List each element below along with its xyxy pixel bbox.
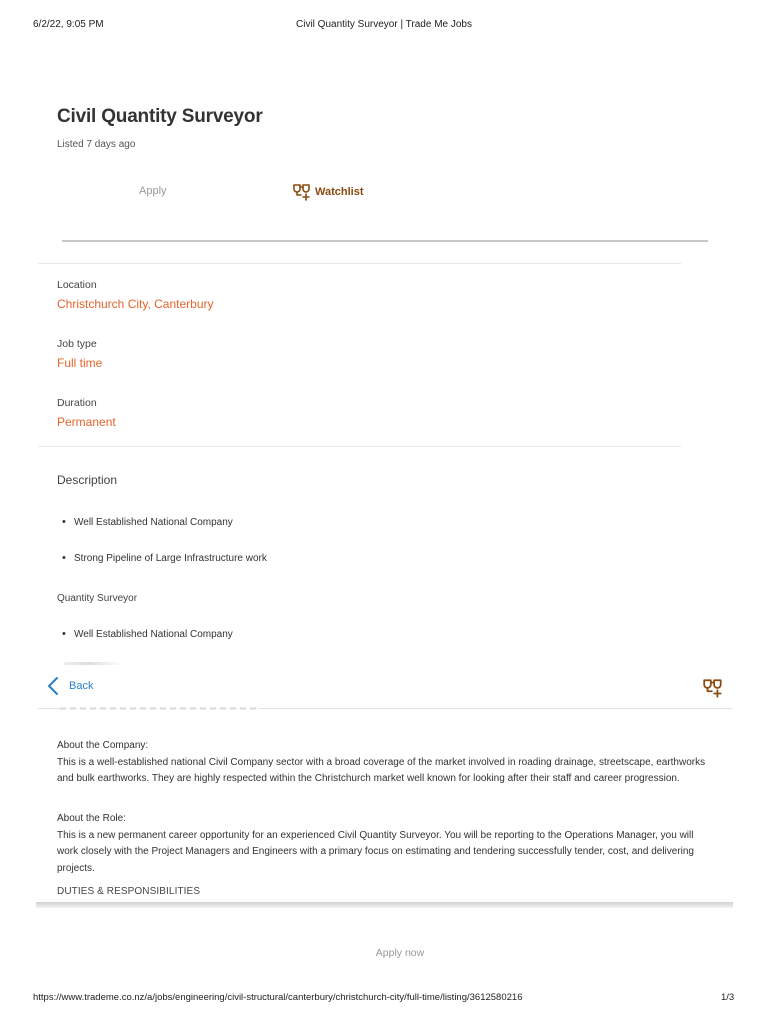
watchlist-icon <box>292 182 312 202</box>
duties-heading: DUTIES & RESPONSIBILITIES <box>57 886 201 897</box>
section-divider <box>62 240 708 242</box>
about-role-title: About the Role: <box>57 813 126 824</box>
list-item: • Strong Pipeline of Large Infrastructure work <box>62 552 267 564</box>
listed-date: Listed 7 days ago <box>57 139 136 150</box>
quantity-surveyor-heading: Quantity Surveyor <box>57 593 138 604</box>
location-label: Location <box>57 279 97 291</box>
job-type-label: Job type <box>57 338 97 350</box>
job-title: Civil Quantity Surveyor <box>57 106 263 127</box>
watchlist-icon <box>702 677 724 699</box>
print-footer-url: https://www.trademe.co.nz/a/jobs/engineering/civil-structural/canterbury/christchurch-city/full-time/listing/3612580216 <box>33 992 523 1003</box>
obscured-text <box>60 707 260 710</box>
watchlist-label: Watchlist <box>315 186 364 198</box>
sticky-footer-shadow <box>36 902 733 908</box>
sticky-nav-bar <box>38 668 732 709</box>
description-heading: Description <box>57 473 118 487</box>
location-value: Christchurch City, Canterbury <box>57 297 214 311</box>
about-role-text: This is a new permanent career opportunity for an experienced Civil Quantity Surveyor. You will be reporting to the Operations Manager, you will work closely with the Project Managers and Engineers with a primary focus on estimating and tendering successfully tender, cost, and delivering projects. <box>57 829 694 874</box>
watchlist-icon-button[interactable] <box>702 677 724 704</box>
about-company-title: About the Company: <box>57 740 149 751</box>
chevron-left-icon <box>47 676 59 696</box>
back-button[interactable] <box>47 676 93 696</box>
duration-label: Duration <box>57 397 97 409</box>
obscured-text <box>64 662 124 665</box>
print-header-date: 6/2/22, 9:05 PM <box>33 19 104 30</box>
apply-button[interactable]: Apply <box>139 185 167 197</box>
about-role-section <box>57 811 717 877</box>
duration-value: Permanent <box>57 415 116 429</box>
list-item: • Well Established National Company <box>62 516 233 528</box>
about-company-text: This is a well-established national Civil Company sector with a broad coverage of the market involved in roading drainage, streetscape, earthworks and bulk earthworks. They are highly respected within the Christchurch market well known for looking after their staff and career progression. <box>57 756 706 784</box>
about-company-section <box>57 738 717 788</box>
back-label: Back <box>69 680 94 692</box>
apply-now-button[interactable]: Apply now <box>375 947 425 959</box>
details-top-divider <box>38 263 681 264</box>
list-item: • Well Established National Company <box>62 628 233 640</box>
details-bottom-divider <box>38 446 681 447</box>
print-header-title: Civil Quantity Surveyor | Trade Me Jobs <box>296 19 472 30</box>
print-footer-page: 1/3 <box>721 992 735 1003</box>
watchlist-button[interactable] <box>292 182 364 202</box>
job-type-value: Full time <box>57 356 103 370</box>
